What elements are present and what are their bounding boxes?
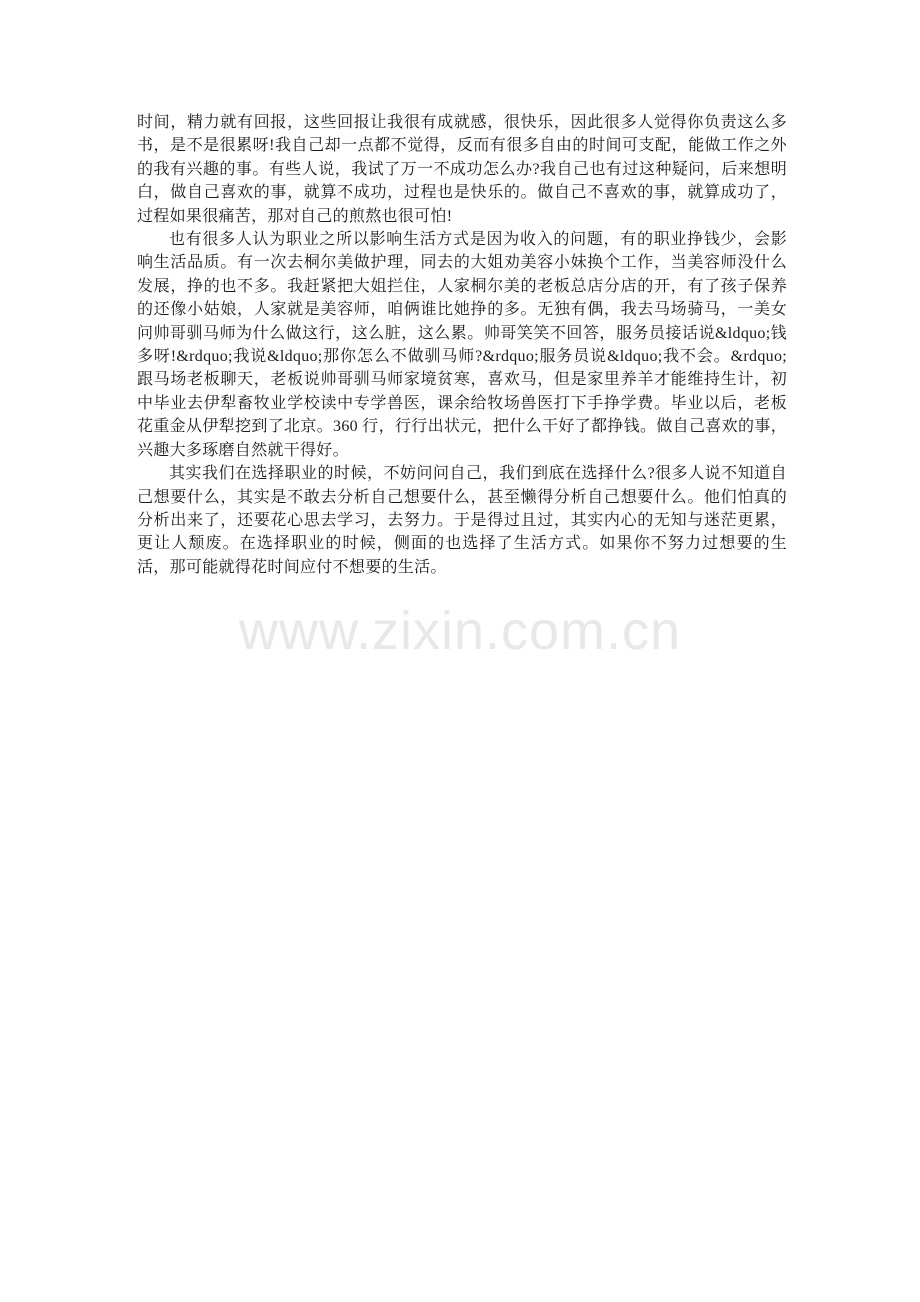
paragraph-1: 时间，精力就有回报，这些回报让我很有成就感，很快乐，因此很多人觉得你负责这么多书，是不是很累呀!我自己却一点都不觉得，反而有很多自由的时间可支配，能做工作之外的我有兴趣的事。有些人说，我试了万一不成功怎么办?我自己也有过这种疑问，后来想明白，做自己喜欢的事，就算不成功，过程也是快乐的。做自己不喜欢的事，就算成功了，过程如果很痛苦，那对自己的煎熬也很可怕!	[137, 114, 787, 225]
document-body-text	[137, 111, 787, 579]
watermark: www.zixin.com.cn	[238, 601, 682, 661]
paragraph-2: 也有很多人认为职业之所以影响生活方式是因为收入的问题，有的职业挣钱少，会影响生活品质。有一次去桐尔美做护理，同去的大姐劝美容小妹换个工作，当美容师没什么发展，挣的也不多。我赶紧把大姐拦住，人家桐尔美的老板总店分店的开，有了孩子保养的还像小姑娘，人家就是美容师，咱俩谁比她挣的多。无独有偶，我去马场骑马，一美女问帅哥驯马师为什么做这行，这么脏，这么累。帅哥笑笑不回答，服务员接话说&ldquo;钱多呀!&rdquo;我说&ldquo;那你怎么不做驯马师?&rdquo;服务员说&ldquo;我不会。&rdquo;跟马场老板聊天，老板说帅哥驯马师家境贫寒，喜欢马，但是家里养羊才能维持生计，初中毕业去伊犁畜牧业学校读中专学兽医，课余给牧场兽医打下手挣学费。毕业以后，老板花重金从伊犁挖到了北京。360 行，行行出状元，把什么干好了都挣钱。做自己喜欢的事，兴趣大多琢磨自然就干得好。	[137, 231, 787, 459]
paragraph-3: 其实我们在选择职业的时候，不妨问问自己，我们到底在选择什么?很多人说不知道自己想要什么，其实是不敢去分析自己想要什么，甚至懒得分析自己想要什么。他们怕真的分析出来了，还要花心思去学习，去努力。于是得过且过，其实内心的无知与迷茫更累，更让人颓废。在选择职业的时候，侧面的也选择了生活方式。如果你不努力过想要的生活，那可能就得花时间应付不想要的生活。	[137, 465, 787, 576]
